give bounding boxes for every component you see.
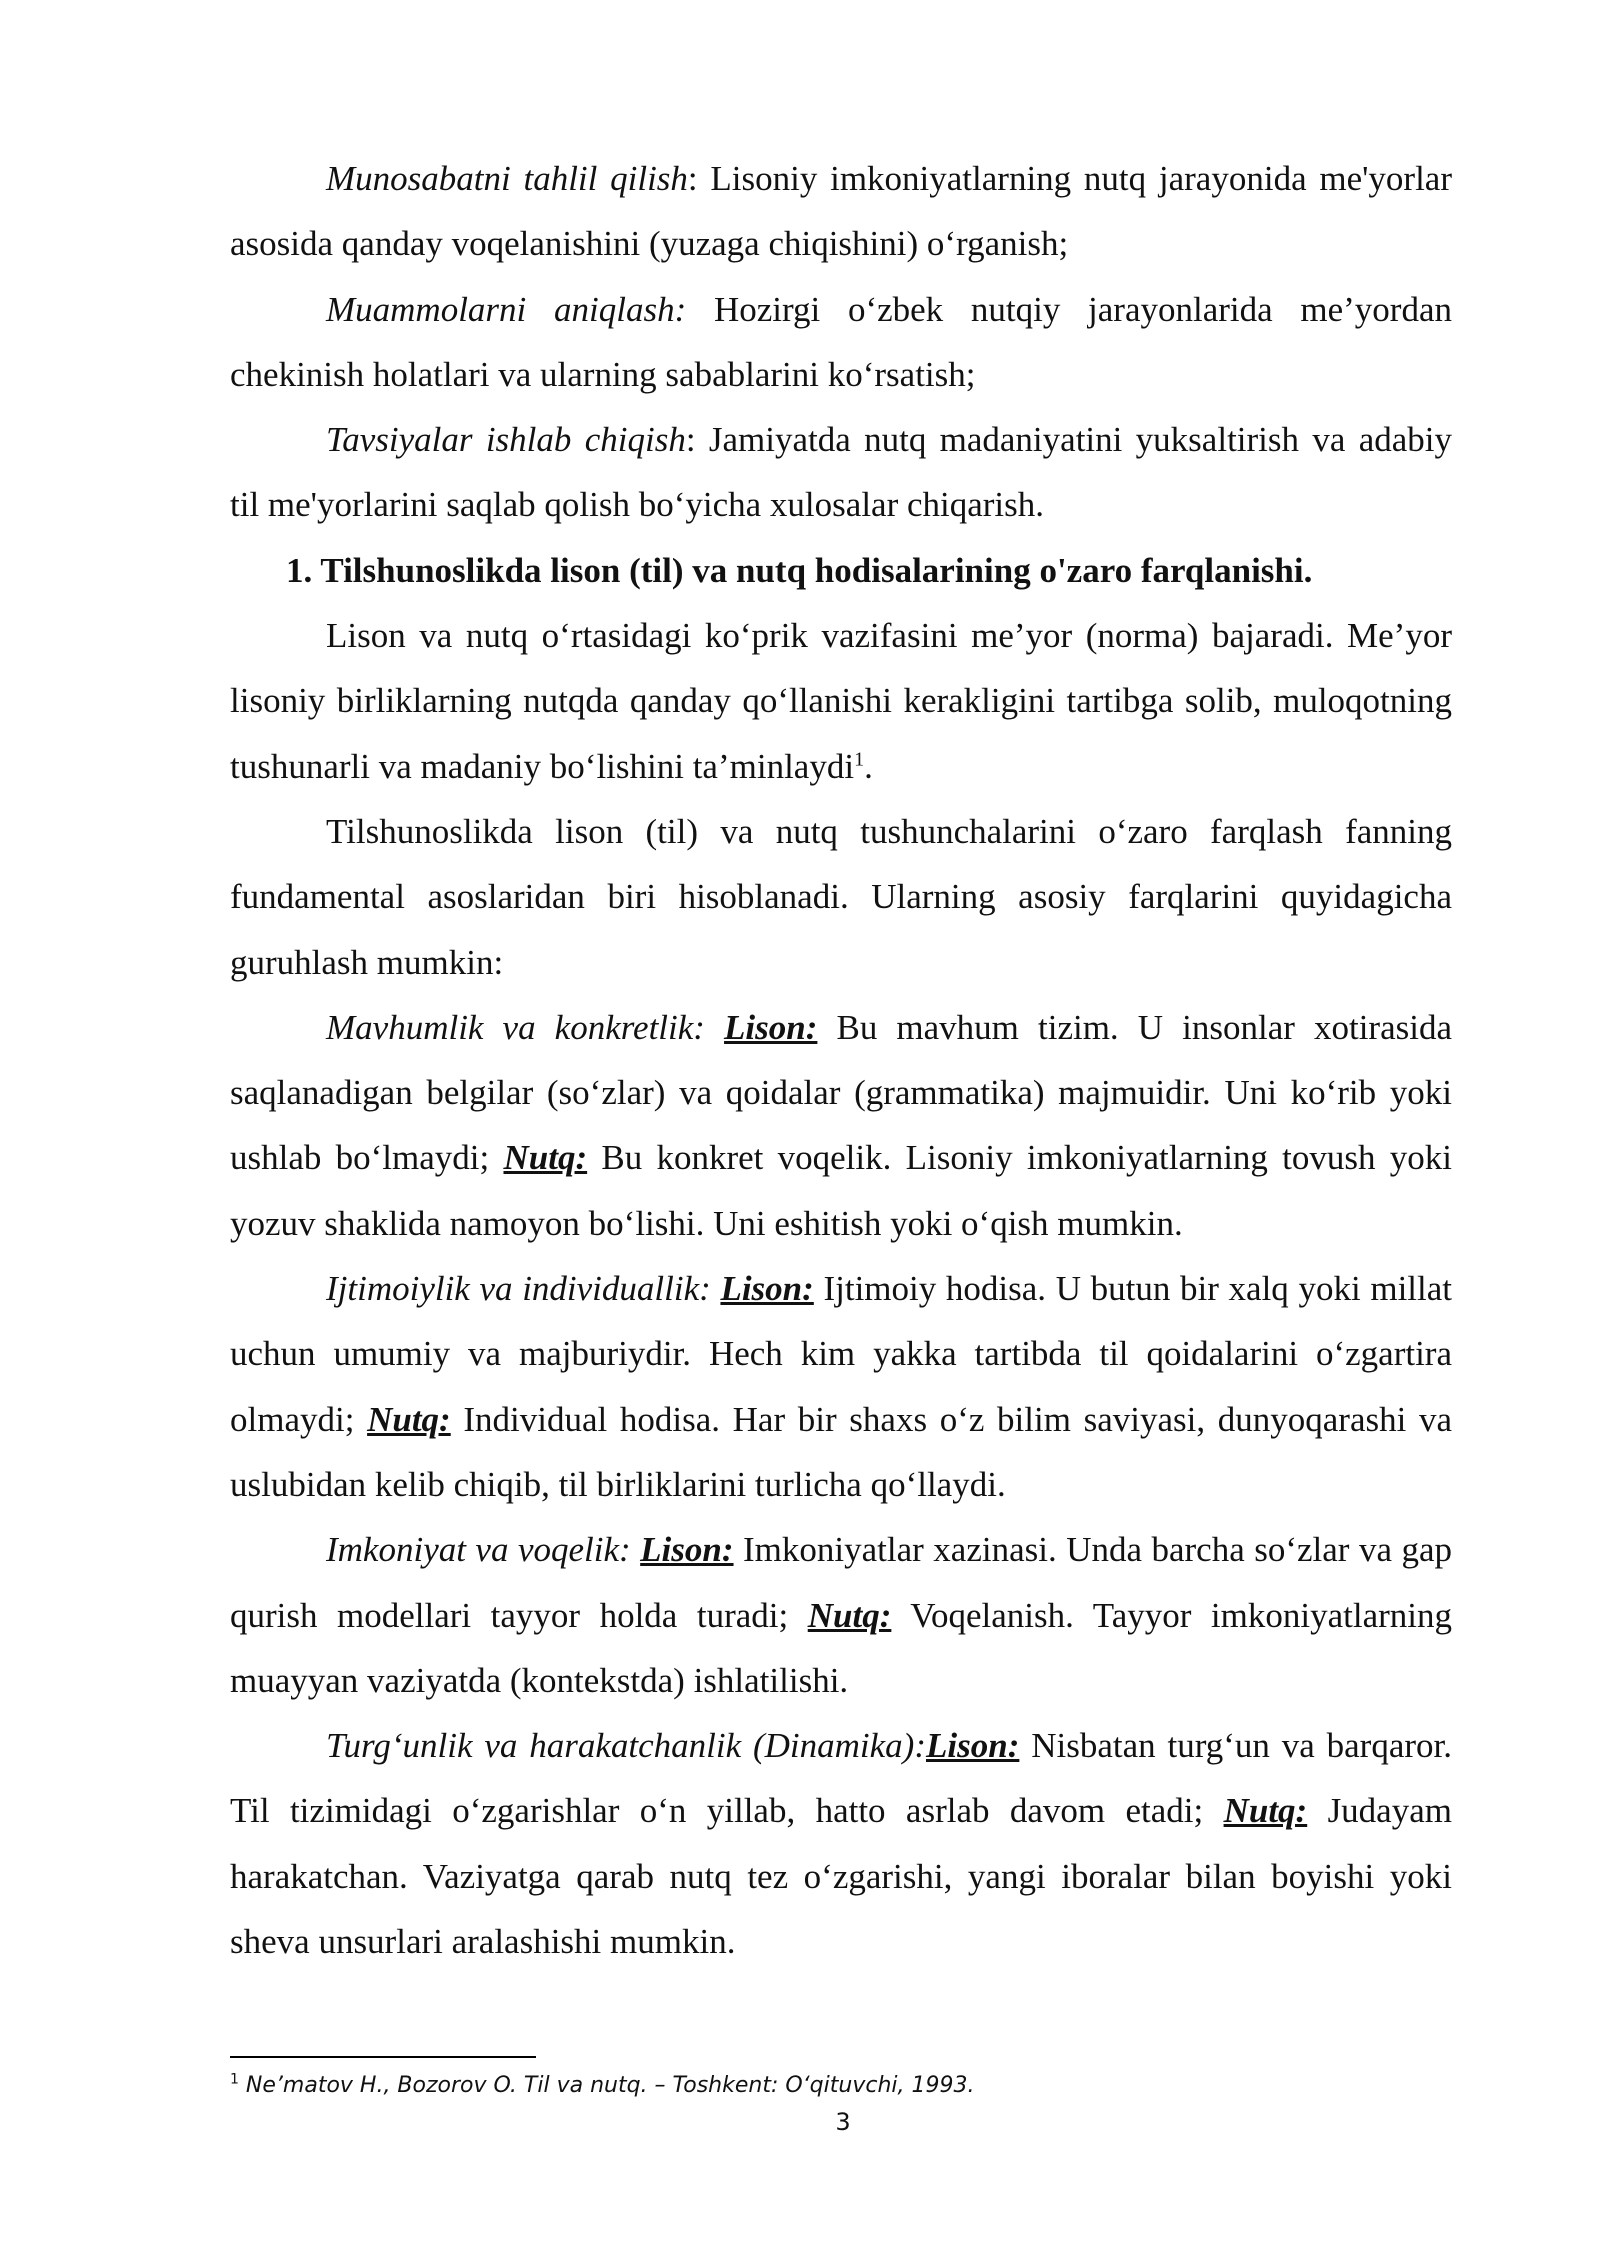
lison-description: Bu mavhum tizim. U insonlar xotirasida saqlanadigan belgilar (so‘zlar) va qoidalar (grammatika) majmuidir. Uni ko‘rib yoki ushlab bo‘lmaydi;: [230, 1007, 1452, 1178]
lison-label: Lison:: [724, 1007, 818, 1047]
paragraph-problems: [230, 277, 1452, 408]
lison-label: Lison:: [926, 1726, 1020, 1766]
paragraph-intro-differences: Tilshunoslikda lison (til) va nutq tushunchalarini o‘zaro farqlash fanning fundamental asoslaridan biri hisoblanadi. Ularning asosiy farqlarini quyidagicha guruhlash mumkin:: [230, 811, 1452, 982]
paragraph-possibility-reality: [230, 1517, 1452, 1713]
body-text: [230, 146, 1452, 1974]
footnote-reference[interactable]: 1: [854, 748, 865, 771]
lison-label: Lison:: [720, 1269, 814, 1309]
term-stability-dynamics: Turg‘unlik va harakatchanlik (Dinamika):: [326, 1726, 926, 1766]
paragraph-stability-dynamics: [230, 1713, 1452, 1974]
term-social-individual: Ijtimoiylik va individuallik:: [326, 1269, 711, 1309]
nutq-label: Nutq:: [1223, 1791, 1308, 1831]
footnote-text: Ne’matov H., Bozorov O. Til va nutq. – Toshkent: O‘qituvchi, 1993.: [238, 2073, 975, 2098]
paragraph-problems-text: Hozirgi o‘zbek nutqiy jarayonlarida me’yordan chekinish holatlari va ularning sabablarini ko‘rsatish;: [230, 289, 1452, 394]
nutq-label: Nutq:: [807, 1595, 892, 1635]
term-analysis: Munosabatni tahlil qilish: [326, 159, 688, 198]
paragraph-norm-end: .: [864, 746, 873, 786]
term-abstract-concrete: Mavhumlik va konkretlik:: [326, 1007, 705, 1047]
nutq-description: Judayam harakatchan. Vaziyatga qarab nutq tez o‘zgarishi, yangi iboralar bilan boyishi yoki sheva unsurlari aralashishi mumkin.: [230, 1791, 1452, 1962]
footnote-separator: [230, 2056, 536, 2058]
paragraph-norm: [230, 603, 1452, 799]
lison-description: Ijtimoiy hodisa. U butun bir xalq yoki millat uchun umumiy va majburiydir. Hech kim yakka tartibda til qoidalarini o‘zgartira olmaydi;: [230, 1269, 1453, 1439]
paragraph-recommendations-text: : Jamiyatda nutq madaniyatini yuksaltirish va adabiy til me'yorlarini saqlab qolish bo‘yicha xulosalar chiqarish.: [230, 420, 1452, 525]
term-recommendations: Tavsiyalar ishlab chiqish: [326, 420, 686, 460]
page-number: 3: [835, 2108, 851, 2136]
paragraph-recommendations: [230, 407, 1452, 538]
paragraph-analysis-text: : Lisoniy imkoniyatlarning nutq jarayonida me'yorlar asosida qanday voqelanishini (yuzaga chiqishini) o‘rganish;: [230, 159, 1452, 264]
term-problems: Muammolarni aniqlash:: [326, 289, 687, 329]
nutq-description: Individual hodisa. Har bir shaxs o‘z bilim saviyasi, dunyoqarashi va uslubidan kelib chiqib, til birliklarini turlicha qo‘llaydi.: [230, 1399, 1453, 1504]
paragraph-abstract-concrete: [230, 995, 1452, 1256]
paragraph-norm-text: Lison va nutq o‘rtasidagi ko‘prik vazifasini me’yor (norma) bajaradi. Me’yor lisoniy birliklarning nutqda qanday qo‘llanishi kerakligini tartibga solib, muloqotning tushunarli va madaniy bo‘lishini ta’minlaydi: [230, 616, 1452, 786]
paragraph-social-individual: [230, 1256, 1452, 1517]
nutq-label: Nutq:: [503, 1138, 588, 1178]
nutq-description: Voqelanish. Tayyor imkoniyatlarning muayyan vaziyatda (kontekstda) ishlatilishi.: [230, 1595, 1452, 1700]
section-heading: 1. Tilshunoslikda lison (til) va nutq hodisalarining o'zaro farqlanishi.: [286, 550, 1313, 590]
footnote: [230, 2070, 1452, 2102]
footnote-marker: 1: [230, 2071, 239, 2088]
lison-description: Imkoniyatlar xazinasi. Unda barcha so‘zlar va gap qurish modellari tayyor holda turadi;: [230, 1530, 1452, 1635]
term-possibility-reality: Imkoniyat va voqelik:: [326, 1530, 631, 1570]
lison-label: Lison:: [640, 1530, 734, 1570]
nutq-label: Nutq:: [367, 1399, 451, 1439]
nutq-description: Bu konkret voqelik. Lisoniy imkoniyatlarning tovush yoki yozuv shaklida namoyon bo‘lishi. Uni eshitish yoki o‘qish mumkin.: [230, 1138, 1452, 1243]
lison-description: Nisbatan turg‘un va barqaror. Til tizimidagi o‘zgarishlar o‘n yillab, hatto asrlab davom etadi;: [230, 1726, 1452, 1831]
paragraph-analysis: [230, 146, 1452, 277]
